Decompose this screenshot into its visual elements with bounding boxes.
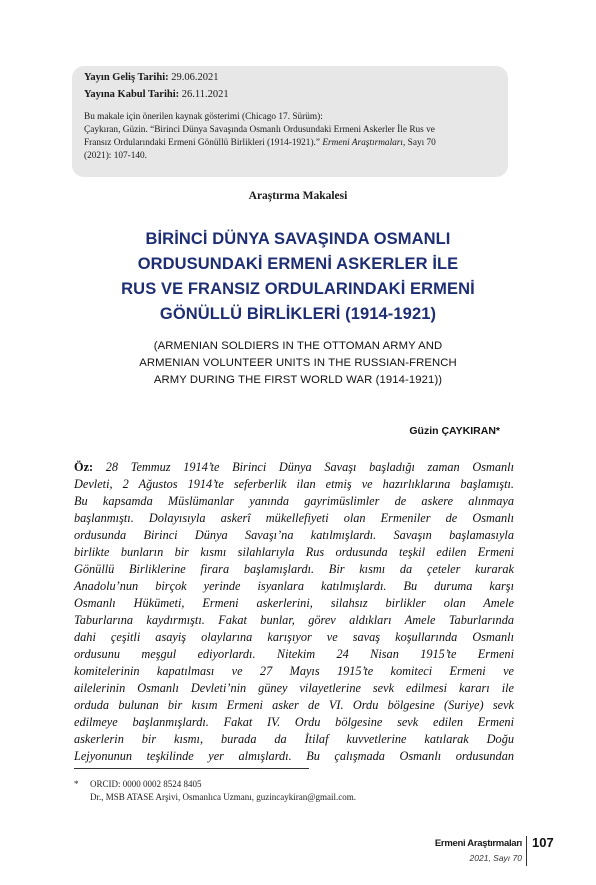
abstract-line-9: Osmanlı Hükümeti, Ermeni askerlerini, silahsız birlikler olan Amele bbox=[74, 596, 514, 610]
submission-date-line bbox=[84, 72, 218, 83]
citation-issue: , Sayı 70 bbox=[403, 138, 436, 148]
article-type: Araştırma Makalesi bbox=[248, 190, 348, 202]
footnote-marker: * bbox=[74, 779, 79, 789]
abstract-line-2: Devleti, 2 Ağustos 1914’te seferberlik ilan etmiş ve hazırlıklarına başlamıştı. bbox=[74, 477, 514, 491]
footer-divider bbox=[526, 836, 527, 866]
footer-journal-name: Ermeni Araştırmaları bbox=[434, 838, 522, 849]
abstract-line-11: dahi çeşitli asayiş olaylarına karışıyor ve savaş koşullarında Osmanlı bbox=[74, 630, 514, 644]
citation-intro: Bu makale için önerilen kaynak gösterimi (Chicago 17. Sürüm): bbox=[84, 112, 323, 122]
abstract-line-7: Gönüllü Birliklerine firara başlamışlardı. Bir kısmı da çeteler kurarak bbox=[74, 562, 514, 576]
abstract-line-12: ordusunu meşgul ediyorlardı. Nitekim 24 Nisan 1915’te Ermeni bbox=[74, 647, 514, 661]
abstract-line-17: askerlerin bir kısmı, burada da İtilaf kuvvetlerine katılarak Doğu bbox=[74, 732, 514, 746]
footer-issue: 2021, Sayı 70 bbox=[469, 853, 522, 863]
footnote-affiliation: Dr., MSB ATASE Arşivi, Osmanlıca Uzmanı, guzincaykiran@gmail.com. bbox=[90, 792, 357, 802]
english-title-line-1: (ARMENIAN SOLDIERS IN THE OTTOMAN ARMY AND bbox=[153, 340, 443, 352]
citation-line-1: Çaykıran, Güzin. “Birinci Dünya Savaşında Osmanlı Ordusundaki Ermeni Askerler İle Rus ve bbox=[84, 125, 435, 135]
submission-date: 29.06.2021 bbox=[171, 72, 219, 83]
abstract-line-10: Taburlarına kaydırmıştı. Fakat bunlar, görev aldıkları Amele Taburlarında bbox=[74, 613, 514, 627]
abstract-line-1: Öz: 28 Temmuz 1914’te Birinci Dünya Savaşı başladığı zaman Osmanlı bbox=[74, 460, 514, 474]
title-line-4: GÖNÜLLÜ BİRLİKLERİ (1914-1921) bbox=[159, 305, 437, 323]
acceptance-date-line bbox=[84, 89, 229, 100]
citation-journal: Ermeni Araştırmaları bbox=[322, 138, 403, 148]
footnote-orcid: ORCID: 0000 0002 8524 8405 bbox=[90, 779, 202, 789]
citation-pages: (2021): 107-140. bbox=[84, 151, 148, 161]
abstract-line-18: Lejyonunun teşkilinde yer almışlardı. Bu çalışmada Osmanlı ordusundan bbox=[74, 749, 514, 763]
title-line-2: ORDUSUNDAKİ ERMENİ ASKERLER İLE bbox=[137, 255, 459, 273]
footnote-divider bbox=[74, 768, 309, 769]
title-line-1: BİRİNCİ DÜNYA SAVAŞINDA OSMANLI bbox=[145, 230, 451, 248]
abstract-line-5: ordusunda Birinci Dünya Savaşı’na katılmışlardı. Savaşın başlamasıyla bbox=[74, 528, 514, 542]
english-title-line-3: ARMY DURING THE FIRST WORLD WAR (1914-1921)) bbox=[153, 374, 443, 386]
acceptance-date: 26.11.2021 bbox=[181, 89, 229, 100]
abstract-line-4: başlanmıştı. Dolayısıyla askerî mükellefiyeti olan Ermeniler de Osmanlı bbox=[74, 511, 514, 525]
title-line-3: RUS VE FRANSIZ ORDULARINDAKİ ERMENİ bbox=[121, 280, 475, 298]
abstract-line-16: edilmeye başlanmışlardı. Fakat IV. Ordu bölgesine sevk edilen Ermeni bbox=[74, 715, 514, 729]
english-title-line-2: ARMENIAN VOLUNTEER UNITS IN THE RUSSIAN-FRENCH bbox=[139, 357, 457, 369]
acceptance-date-label: Yayına Kabul Tarihi: bbox=[84, 89, 180, 100]
abstract-line-3: Bu kapsamda Müslümanlar yanında gayrimüslimler de askere alınmaya bbox=[74, 494, 514, 508]
page-number: 107 bbox=[532, 835, 554, 850]
abstract-line-13: komitelerinin kapatılması ve 27 Mayıs 1915’te komiteci Ermeni ve bbox=[74, 664, 514, 678]
author-name: Güzin ÇAYKIRAN* bbox=[409, 425, 500, 437]
abstract-label: Öz: bbox=[74, 460, 94, 474]
abstract-line-15: orduda bulunan bir kısım Ermeni asker de VI. Ordu bölgesine (Suriye) sevk bbox=[74, 698, 514, 712]
abstract-line-8: Anadolu’nun birçok yerinde isyanlara katılmışlardı. Bu duruma karşı bbox=[74, 579, 514, 593]
abstract-line-14: ailelerinin Osmanlı Devleti’nin güney vilayetlerine sevk edilmesi kararı ile bbox=[74, 681, 514, 695]
abstract-line-6: birlikte bunların bir kısmı silahlarıyla Rus ordusunda teşkil edilen Ermeni bbox=[74, 545, 514, 559]
citation-line-2: Fransız Ordularındaki Ermeni Gönüllü Birlikleri (1914-1921).” Ermeni Araştırmaları, Sayı 70 bbox=[84, 138, 436, 148]
submission-date-label: Yayın Geliş Tarihi: bbox=[84, 72, 169, 83]
